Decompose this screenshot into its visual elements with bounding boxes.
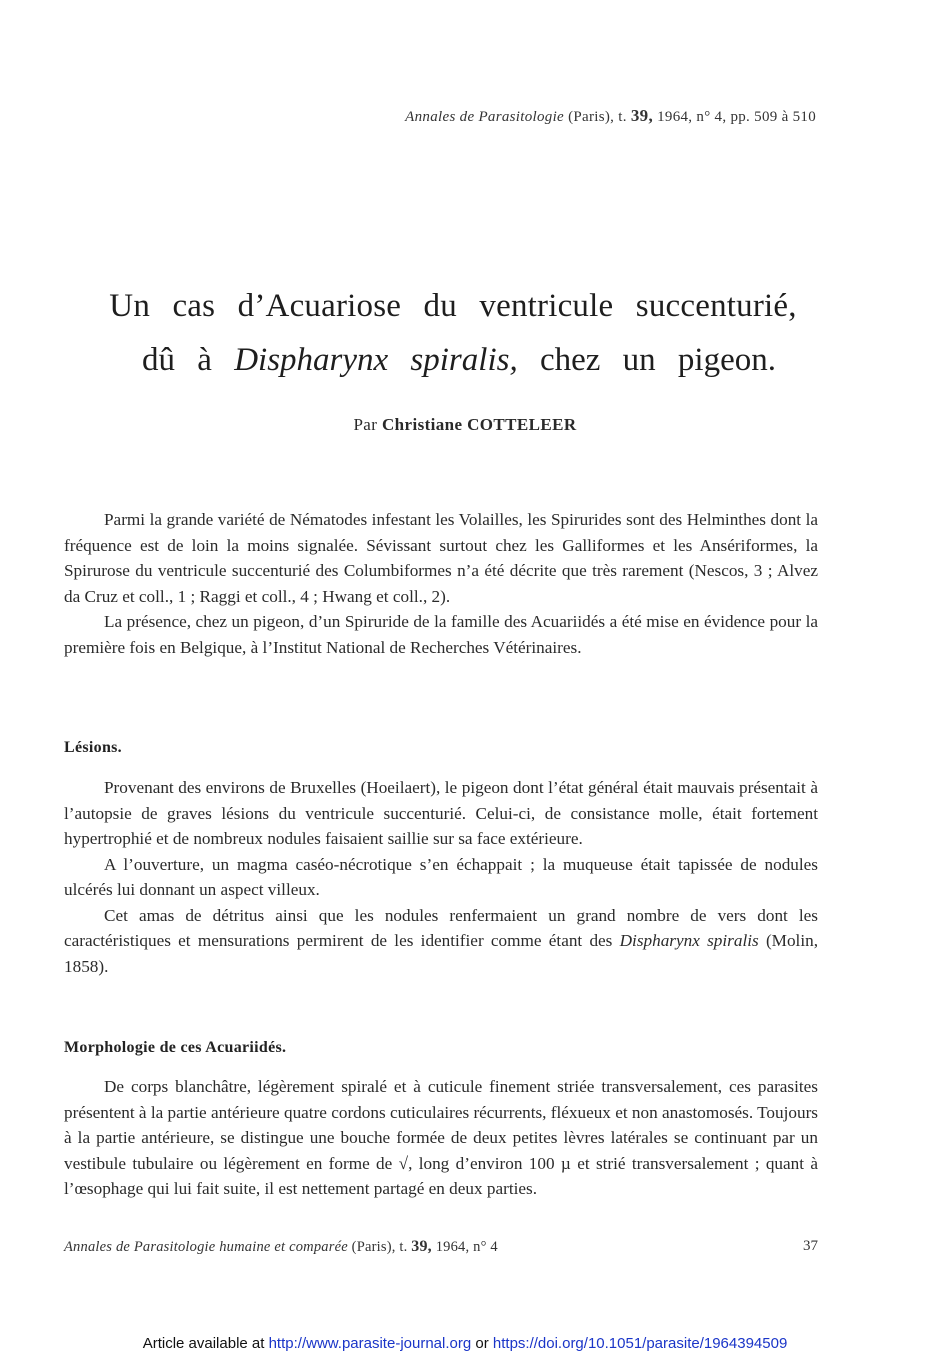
author-prefix: Par — [353, 415, 378, 434]
header-details: 1964, n° 4, pp. 509 à 510 — [657, 109, 816, 125]
lesions-p3-text: Cet amas de détritus ainsi que les nodules renfermaient un grand nombre de vers dont les caractéristiques et mensurations permirent de les identifier comme étant des — [64, 905, 818, 950]
author-name: Christiane COTTELEER — [381, 415, 577, 434]
lesions-paragraph-2: A l’ouverture, un magma caséo-nécrotique s’en échappait ; la muqueuse était tapissée de nodules ulcérés lui donnant un aspect villeux. — [64, 854, 818, 899]
title-suffix: chez un pigeon. — [517, 342, 776, 378]
title-prefix: dû à — [142, 342, 235, 378]
author-line — [0, 415, 930, 435]
intro-paragraph-1: Parmi la grande variété de Nématodes infestant les Volailles, les Spirurides sont des Helminthes dont la fréquence est de loin la moins signalée. Sévissant surtout chez les Galliformes et les Ansériformes, la Spirurose du ventricule succenturié des Columbiformes n’a été décrite que très rarement (Nescos, 3 ; Alvez da Cruz et coll., 1 ; Raggi et coll., 4 ; Hwang et coll., 2). — [64, 510, 818, 606]
intro-section — [64, 507, 818, 660]
footer-journal-name: Annales de Parasitologie humaine et comparée — [64, 1239, 348, 1255]
journal-link[interactable]: http://www.parasite-journal.org — [268, 1335, 472, 1352]
footer-place: (Paris), t. — [351, 1239, 408, 1255]
lesions-p3-end: (Molin, 1858). — [64, 931, 818, 976]
page-number: 37 — [803, 1238, 818, 1254]
lesions-paragraph-1: Provenant des environs de Bruxelles (Hoeilaert), le pigeon dont l’état général était mauvais présentait à l’autopsie de graves lésions du ventricule succenturié. Celui-ci, de consistance molle, était fortement hypertrophié et de nombreux nodules faisaient saillie sur sa face extérieure. — [64, 778, 818, 848]
morphology-paragraph-1: De corps blanchâtre, légèrement spiralé et à cuticule finement striée transversalement, ces parasites présentent à la partie antérieure quatre cordons cuticulaires récurrents, fléxueux et non anastomosés. Toujours à la partie antérieure, se distingue une bouche formée de deux petites lèvres latérales se continuant par un vestibule tubulaire ou légèrement en forme de √, long d’environ 100 µ et strié transversalement ; quant à l’œsophage qui lui fait suite, il est nettement partagé en deux parties. — [64, 1077, 818, 1198]
availability-prefix: Article available at — [142, 1335, 269, 1352]
availability-middle: or — [471, 1335, 493, 1352]
article-title-line-2 — [0, 342, 924, 379]
header-place: (Paris), t. — [568, 109, 627, 125]
morphology-heading: Morphologie de ces Acuariidés. — [64, 1039, 287, 1056]
doi-link[interactable]: https://doi.org/10.1051/parasite/1964394509 — [492, 1335, 788, 1352]
title-species: Dispharynx spiralis, — [234, 342, 518, 378]
lesions-heading: Lésions. — [64, 739, 122, 756]
lesions-p3-species: Dispharynx spiralis — [619, 931, 759, 950]
header-volume: 39, — [630, 106, 654, 125]
footer-citation — [64, 1238, 498, 1256]
header-citation — [405, 106, 816, 126]
intro-paragraph-2: La présence, chez un pigeon, d’un Spiruride de la famille des Acuariidés a été mise en évidence pour la première fois en Belgique, à l’Institut National de Recherches Vétérinaires. — [64, 612, 818, 657]
lesions-paragraph-3 — [64, 903, 818, 980]
lesions-section — [64, 775, 818, 979]
footer-volume: 39, — [411, 1238, 432, 1255]
article-title-line-1: Un cas d’Acuariose du ventricule succenturié, — [109, 288, 797, 324]
header-journal-name: Annales de Parasitologie — [405, 109, 565, 125]
footer-details: 1964, n° 4 — [435, 1239, 498, 1255]
availability-line — [0, 1335, 930, 1352]
morphology-section — [64, 1074, 818, 1202]
